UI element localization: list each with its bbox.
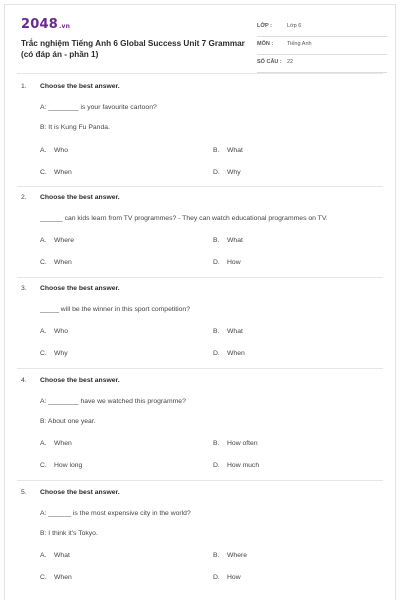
question-number: 5. (21, 489, 27, 496)
question-stem: A: ________ is your favourite cartoon? (40, 104, 157, 111)
question-stem: ______ can kids learn from TV programmes? - They can watch educational programmes on TV. (40, 215, 328, 222)
question-stem: B: I think it's Tokyo. (40, 530, 98, 537)
option-d[interactable]: D. When (213, 350, 245, 357)
divider (17, 368, 383, 369)
option-c[interactable]: C. When (40, 169, 72, 176)
meta-label: LỚP : (257, 23, 272, 29)
meta-row-class (257, 19, 387, 37)
question-number: 1. (21, 83, 27, 90)
divider (17, 480, 383, 481)
option-b[interactable]: B. How often (213, 440, 258, 447)
option-d[interactable]: D. How much (213, 462, 260, 469)
logo-text: 2048 (21, 17, 58, 32)
worksheet-title: Trắc nghiệm Tiếng Anh 6 Global Success Unit 7 Grammar (có đáp án - phần 1) (21, 39, 245, 59)
option-c[interactable]: C. When (40, 259, 72, 266)
meta-value: Lớp 6 (287, 23, 302, 29)
meta-label: MÔN : (257, 41, 274, 47)
meta-label: SỐ CÂU : (257, 59, 282, 65)
question-number: 4. (21, 377, 27, 384)
option-b[interactable]: B. Where (213, 552, 248, 559)
question-heading: Choose the best answer. (40, 285, 120, 292)
option-c[interactable]: C. Why (40, 350, 68, 357)
option-b[interactable]: B. What (213, 147, 243, 154)
meta-info-box (257, 19, 387, 73)
question-stem: _____ will be the winner in this sport competition? (40, 306, 190, 313)
question-heading: Choose the best answer. (40, 83, 120, 90)
meta-row-subject (257, 37, 387, 55)
option-d[interactable]: D. How (213, 574, 241, 581)
question-number: 3. (21, 285, 27, 292)
option-d[interactable]: D. Why (213, 169, 241, 176)
meta-value: 22 (287, 59, 294, 65)
divider (17, 73, 383, 74)
question-number: 2. (21, 194, 27, 201)
divider (17, 186, 383, 187)
question-heading: Choose the best answer. (40, 489, 120, 496)
option-b[interactable]: B. What (213, 237, 243, 244)
option-c[interactable]: C. When (40, 574, 72, 581)
site-logo[interactable] (21, 17, 70, 32)
option-d[interactable]: D. How (213, 259, 241, 266)
logo-suffix: .vn (58, 23, 71, 30)
worksheet-page (4, 4, 396, 600)
question-heading: Choose the best answer. (40, 377, 120, 384)
option-a[interactable]: A. Who (40, 328, 68, 335)
option-a[interactable]: A. What (40, 552, 70, 559)
meta-row-count (257, 55, 387, 73)
question-heading: Choose the best answer. (40, 194, 120, 201)
question-stem: A: ______ is the most expensive city in the world? (40, 510, 191, 517)
option-c[interactable]: C. How long (40, 462, 83, 469)
question-stem: A: ________ have we watched this programme? (40, 398, 186, 405)
option-a[interactable]: A. Who (40, 147, 68, 154)
option-b[interactable]: B. What (213, 328, 243, 335)
option-a[interactable]: A. Where (40, 237, 75, 244)
meta-value: Tiếng Anh (287, 41, 312, 47)
question-stem: B: About one year. (40, 418, 96, 425)
question-stem: B: It is Kung Fu Panda. (40, 124, 110, 131)
option-a[interactable]: A. When (40, 440, 72, 447)
divider (17, 277, 383, 278)
